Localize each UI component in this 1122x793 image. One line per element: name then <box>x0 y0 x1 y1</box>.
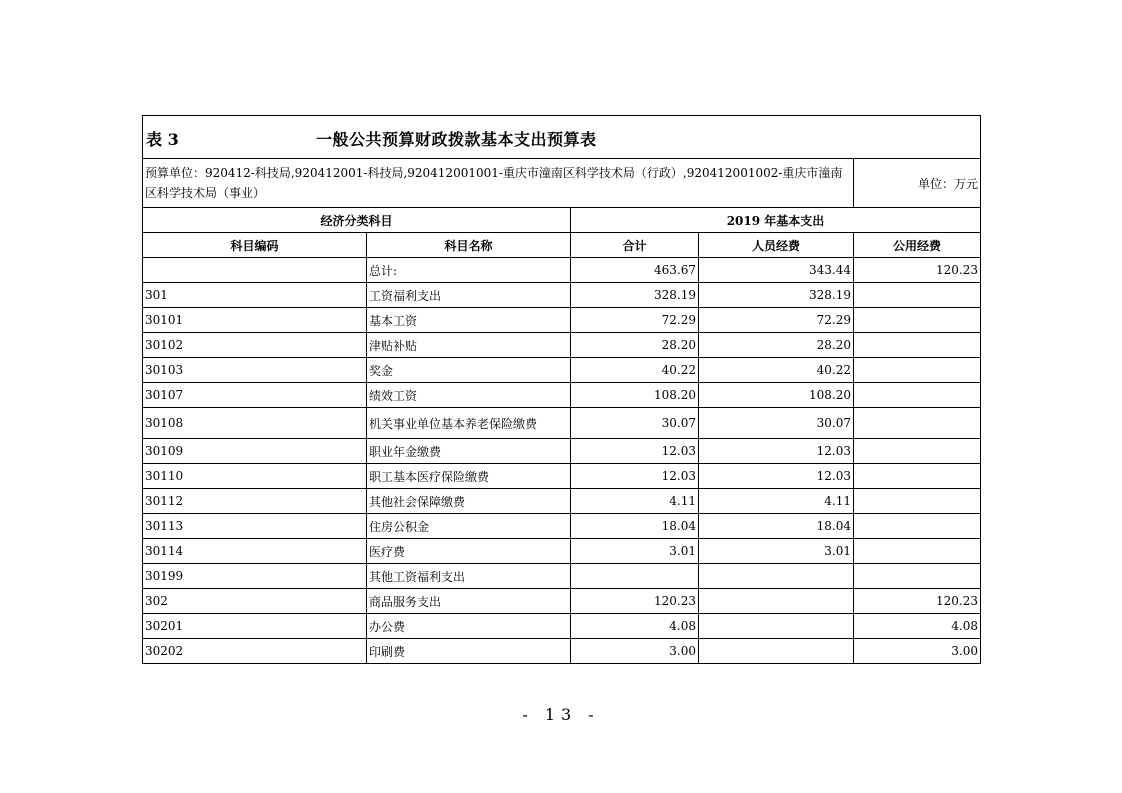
cell-total: 18.04 <box>571 514 699 539</box>
cell-name: 总计: <box>367 258 571 283</box>
cell-total: 12.03 <box>571 439 699 464</box>
table-row <box>143 358 981 383</box>
cell-personnel: 3.01 <box>699 539 854 564</box>
cell-personnel <box>699 564 854 589</box>
cell-name: 绩效工资 <box>367 383 571 408</box>
table-row <box>143 439 981 464</box>
table-row <box>143 564 981 589</box>
cell-code: 30199 <box>143 564 367 589</box>
cell-code: 30109 <box>143 439 367 464</box>
cell-total: 28.20 <box>571 333 699 358</box>
table-row <box>143 614 981 639</box>
cell-personnel: 18.04 <box>699 514 854 539</box>
cell-public <box>854 333 981 358</box>
cell-code: 30114 <box>143 539 367 564</box>
table-row <box>143 308 981 333</box>
cell-public <box>854 564 981 589</box>
cell-personnel: 40.22 <box>699 358 854 383</box>
cell-total: 463.67 <box>571 258 699 283</box>
table-body <box>143 258 981 664</box>
cell-personnel: 72.29 <box>699 308 854 333</box>
cell-total: 12.03 <box>571 464 699 489</box>
cell-total: 328.19 <box>571 283 699 308</box>
unit-measure: 单位：万元 <box>854 159 981 208</box>
cell-personnel: 28.20 <box>699 333 854 358</box>
cell-name: 商品服务支出 <box>367 589 571 614</box>
table-row <box>143 333 981 358</box>
cell-code: 30201 <box>143 614 367 639</box>
cell-name: 机关事业单位基本养老保险缴费 <box>367 408 571 439</box>
cell-personnel: 4.11 <box>699 489 854 514</box>
cell-total: 40.22 <box>571 358 699 383</box>
cell-personnel: 12.03 <box>699 439 854 464</box>
cell-public: 120.23 <box>854 258 981 283</box>
cell-public <box>854 358 981 383</box>
header-code: 科目编码 <box>143 233 367 258</box>
cell-total: 30.07 <box>571 408 699 439</box>
table-row <box>143 408 981 439</box>
table-row <box>143 489 981 514</box>
cell-public <box>854 283 981 308</box>
table-row <box>143 589 981 614</box>
cell-code: 30108 <box>143 408 367 439</box>
cell-public <box>854 489 981 514</box>
table-row <box>143 464 981 489</box>
cell-public <box>854 308 981 333</box>
cell-total <box>571 564 699 589</box>
cell-code: 30107 <box>143 383 367 408</box>
table-row <box>143 639 981 664</box>
table-row <box>143 283 981 308</box>
cell-name: 基本工资 <box>367 308 571 333</box>
cell-personnel <box>699 639 854 664</box>
table-number: 表 3 <box>146 130 179 149</box>
page-number: - 13 - <box>522 705 600 724</box>
table-title-cell <box>143 116 981 159</box>
header-name: 科目名称 <box>367 233 571 258</box>
cell-public <box>854 439 981 464</box>
cell-personnel: 328.19 <box>699 283 854 308</box>
cell-code: 301 <box>143 283 367 308</box>
cell-total: 120.23 <box>571 589 699 614</box>
cell-public <box>854 383 981 408</box>
cell-total: 4.08 <box>571 614 699 639</box>
cell-public: 120.23 <box>854 589 981 614</box>
budget-table <box>142 115 981 664</box>
cell-name: 职工基本医疗保险缴费 <box>367 464 571 489</box>
cell-total: 3.01 <box>571 539 699 564</box>
cell-total: 3.00 <box>571 639 699 664</box>
cell-name: 印刷费 <box>367 639 571 664</box>
header-year-basic: 2019 年基本支出 <box>571 208 981 233</box>
table-row <box>143 383 981 408</box>
table-title: 一般公共预算财政拨款基本支出预算表 <box>316 130 597 149</box>
cell-name: 工资福利支出 <box>367 283 571 308</box>
table-row <box>143 514 981 539</box>
cell-public: 4.08 <box>854 614 981 639</box>
cell-code <box>143 258 367 283</box>
header-personnel: 人员经费 <box>699 233 854 258</box>
cell-total: 72.29 <box>571 308 699 333</box>
cell-name: 津贴补贴 <box>367 333 571 358</box>
cell-public <box>854 514 981 539</box>
cell-personnel: 108.20 <box>699 383 854 408</box>
cell-code: 30103 <box>143 358 367 383</box>
cell-code: 302 <box>143 589 367 614</box>
cell-public <box>854 464 981 489</box>
cell-name: 住房公积金 <box>367 514 571 539</box>
cell-total: 108.20 <box>571 383 699 408</box>
cell-public <box>854 539 981 564</box>
header-total: 合计 <box>571 233 699 258</box>
cell-code: 30110 <box>143 464 367 489</box>
cell-personnel <box>699 614 854 639</box>
cell-code: 30102 <box>143 333 367 358</box>
cell-name: 医疗费 <box>367 539 571 564</box>
cell-public: 3.00 <box>854 639 981 664</box>
cell-code: 30113 <box>143 514 367 539</box>
cell-code: 30112 <box>143 489 367 514</box>
cell-name: 办公费 <box>367 614 571 639</box>
table-row <box>143 539 981 564</box>
header-public: 公用经费 <box>854 233 981 258</box>
cell-name: 职业年金缴费 <box>367 439 571 464</box>
cell-code: 30101 <box>143 308 367 333</box>
cell-name: 其他社会保障缴费 <box>367 489 571 514</box>
header-econ-class: 经济分类科目 <box>143 208 571 233</box>
budget-unit-org: 预算单位：920412-科技局,920412001-科技局,920412001001-重庆市潼南区科学技术局（行政）,920412001002-重庆市潼南区科学技术局（事业） <box>143 159 854 208</box>
cell-personnel: 343.44 <box>699 258 854 283</box>
table-row <box>143 258 981 283</box>
cell-code: 30202 <box>143 639 367 664</box>
cell-personnel: 12.03 <box>699 464 854 489</box>
cell-name: 奖金 <box>367 358 571 383</box>
cell-personnel: 30.07 <box>699 408 854 439</box>
cell-personnel <box>699 589 854 614</box>
cell-total: 4.11 <box>571 489 699 514</box>
cell-public <box>854 408 981 439</box>
cell-name: 其他工资福利支出 <box>367 564 571 589</box>
